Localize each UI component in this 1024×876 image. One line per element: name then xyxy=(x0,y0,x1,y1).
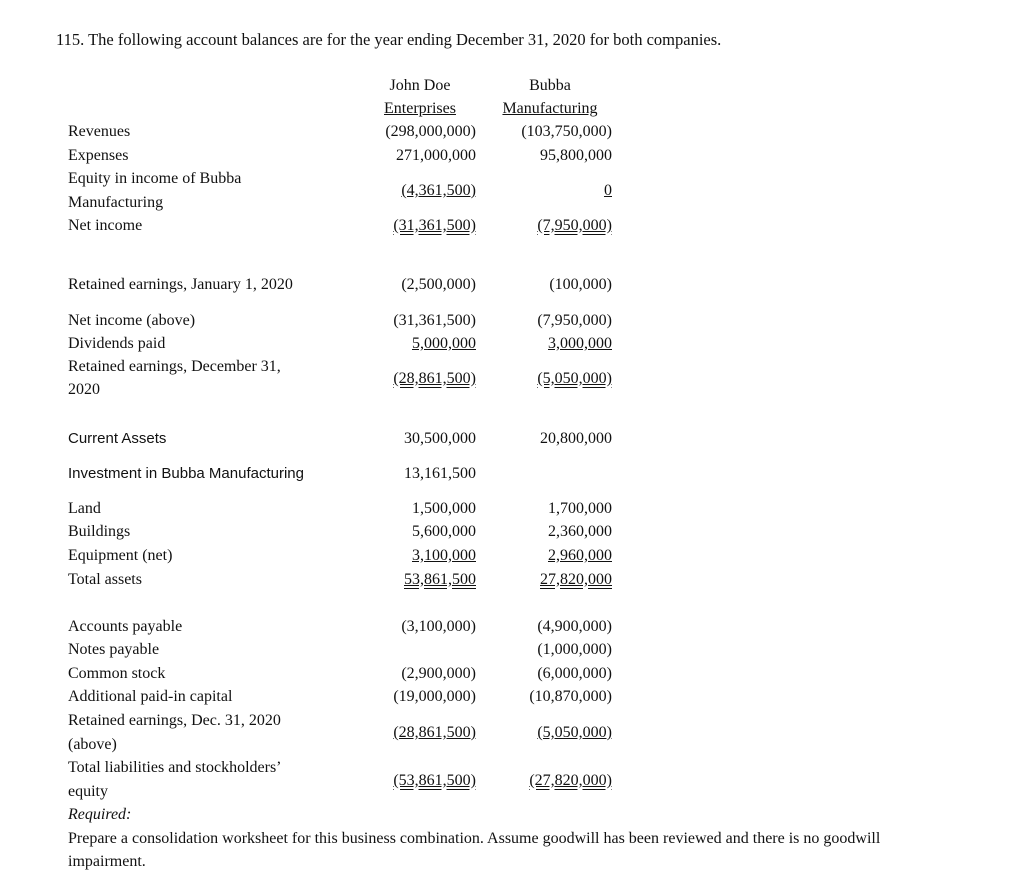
equipment-value-2: 2,960,000 xyxy=(548,547,612,564)
dividends-value-1: 5,000,000 xyxy=(412,335,476,352)
total-liab-label-line2: equity xyxy=(68,783,108,800)
revenues-label: Revenues xyxy=(68,123,131,140)
required-line2: impairment. xyxy=(68,853,146,870)
expenses-label: Expenses xyxy=(68,147,129,164)
revenues-value-1: (298,000,000) xyxy=(385,123,476,140)
investment-value-1: 13,161,500 xyxy=(404,465,476,482)
accounts-payable-value-1: (3,100,000) xyxy=(401,618,476,635)
expenses-value-1: 271,000,000 xyxy=(396,147,476,164)
net-income-value-2: (7,950,000) xyxy=(537,217,612,234)
land-value-1: 1,500,000 xyxy=(412,500,476,517)
dividends-value-2: 3,000,000 xyxy=(548,335,612,352)
equity-income-value-1: (4,361,500) xyxy=(401,182,476,199)
investment-label: Investment in Bubba Manufacturing xyxy=(68,465,304,482)
col1-header-line2: Enterprises xyxy=(384,100,456,117)
required-line1: Prepare a consolidation worksheet for this business combination. Assume goodwill has been reviewed and there is no goodwill xyxy=(68,830,881,847)
buildings-label: Buildings xyxy=(68,523,131,540)
re-net-income-value-2: (7,950,000) xyxy=(537,312,612,329)
total-liab-value-2: (27,820,000) xyxy=(529,772,612,789)
accounts-payable-label: Accounts payable xyxy=(68,618,183,635)
col2-header-line1: Bubba xyxy=(529,77,571,94)
re-end-value-1: (28,861,500) xyxy=(393,370,476,387)
equipment-value-1: 3,100,000 xyxy=(412,547,476,564)
expenses-value-2: 95,800,000 xyxy=(540,147,612,164)
land-label: Land xyxy=(68,500,101,517)
re-liab-label-line2: (above) xyxy=(68,736,117,753)
net-income-value-1: (31,361,500) xyxy=(393,217,476,234)
re-liab-value-2: (5,050,000) xyxy=(537,724,612,741)
notes-payable-label: Notes payable xyxy=(68,641,160,658)
equity-income-value-2: 0 xyxy=(604,182,612,199)
buildings-value-1: 5,600,000 xyxy=(412,523,476,540)
revenues-value-2: (103,750,000) xyxy=(521,123,612,140)
accounts-payable-value-2: (4,900,000) xyxy=(537,618,612,635)
total-assets-label: Total assets xyxy=(68,571,142,588)
land-value-2: 1,700,000 xyxy=(548,500,612,517)
common-stock-value-2: (6,000,000) xyxy=(537,665,612,682)
col2-header-line2: Manufacturing xyxy=(502,100,598,117)
re-end-label-line1: Retained earnings, December 31, xyxy=(68,358,281,375)
notes-payable-value-2: (1,000,000) xyxy=(537,641,612,658)
current-assets-value-1: 30,500,000 xyxy=(404,430,476,447)
dividends-label: Dividends paid xyxy=(68,335,166,352)
re-begin-value-2: (100,000) xyxy=(549,276,612,293)
re-net-income-value-1: (31,361,500) xyxy=(393,312,476,329)
total-liab-label-line1: Total liabilities and stockholders’ xyxy=(68,759,282,776)
common-stock-label: Common stock xyxy=(68,665,166,682)
apic-value-2: (10,870,000) xyxy=(529,688,612,705)
apic-value-1: (19,000,000) xyxy=(393,688,476,705)
col1-header-line1: John Doe xyxy=(389,77,451,94)
equity-income-label-line2: Manufacturing xyxy=(68,194,164,211)
total-assets-value-2: 27,820,000 xyxy=(540,571,612,588)
required-heading: Required: xyxy=(68,806,132,823)
re-begin-label: Retained earnings, January 1, 2020 xyxy=(68,276,293,293)
re-net-income-label: Net income (above) xyxy=(68,312,196,329)
common-stock-value-1: (2,900,000) xyxy=(401,665,476,682)
current-assets-label: Current Assets xyxy=(68,430,167,447)
total-assets-value-1: 53,861,500 xyxy=(404,571,476,588)
net-income-label: Net income xyxy=(68,217,143,234)
equipment-label: Equipment (net) xyxy=(68,547,173,564)
re-begin-value-1: (2,500,000) xyxy=(401,276,476,293)
re-liab-label-line1: Retained earnings, Dec. 31, 2020 xyxy=(68,712,281,729)
re-end-label-line2: 2020 xyxy=(68,381,100,398)
re-end-value-2: (5,050,000) xyxy=(537,370,612,387)
total-liab-value-1: (53,861,500) xyxy=(393,772,476,789)
current-assets-value-2: 20,800,000 xyxy=(540,430,612,447)
equity-income-label-line1: Equity in income of Bubba xyxy=(68,170,242,187)
buildings-value-2: 2,360,000 xyxy=(548,523,612,540)
re-liab-value-1: (28,861,500) xyxy=(393,724,476,741)
question-text: 115. The following account balances are for the year ending December 31, 2020 for both companies. xyxy=(56,30,722,49)
apic-label: Additional paid-in capital xyxy=(68,688,233,705)
